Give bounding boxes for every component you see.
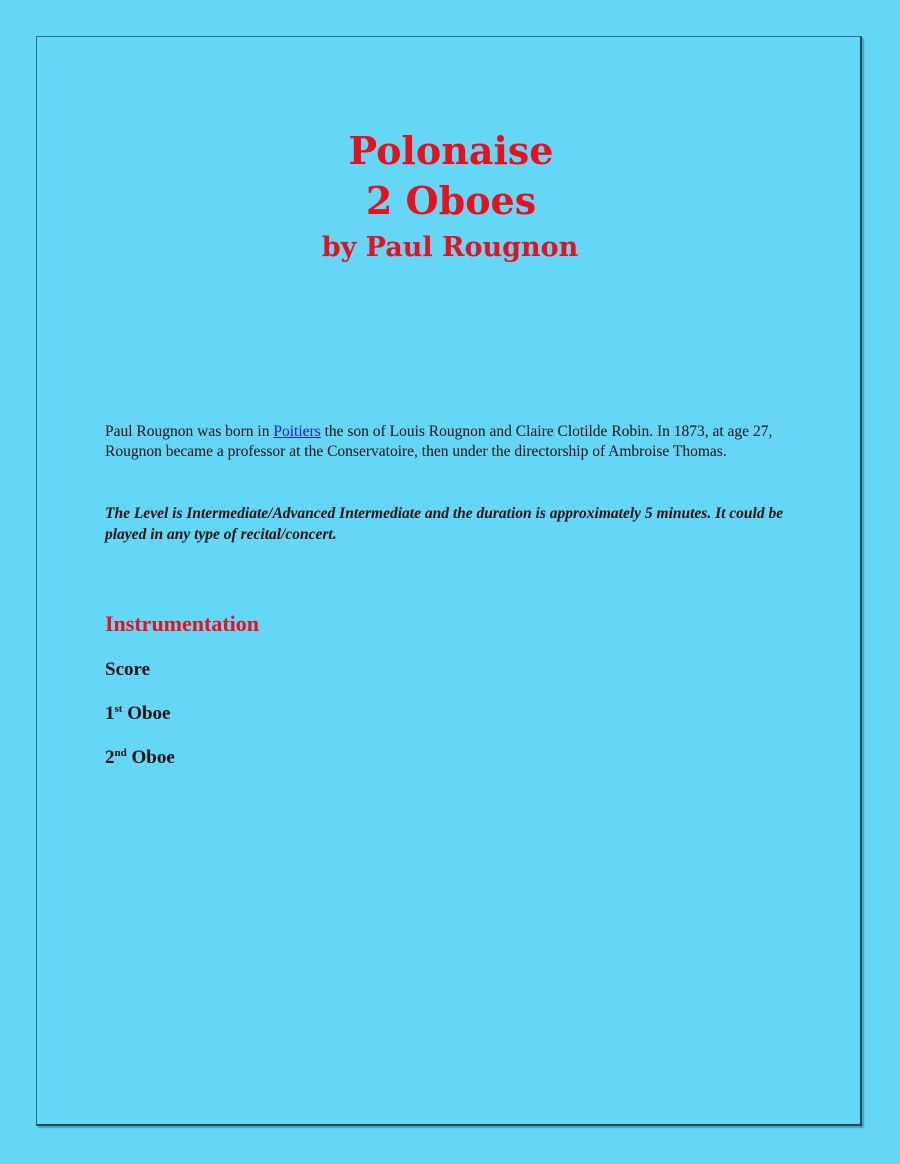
part-second-oboe [105,747,175,769]
part-name: Score [105,659,151,680]
part-score [105,659,150,681]
part-name: Oboe [122,703,171,724]
part-number: 1 [105,703,115,724]
part-ordinal-suffix: st [114,703,123,715]
level-description: The Level is Intermediate/Advanced Intermediate and the duration is approximately 5 minutes. It could be played in any type of recital/concert. [105,505,784,543]
part-number: 2 [105,747,115,768]
part-first-oboe [105,703,170,725]
instrument-subtitle: 2 Oboes [365,178,537,223]
instrumentation-heading: Instrumentation [105,611,260,636]
part-name: Oboe [126,747,175,768]
bio-text-end: the son of Louis Rougnon and Claire Clotilde Robin. In 1873, at age 27, Rougnon became a professor at the Conservatoire, then under the directorship of Ambroise Thomas. [105,423,773,460]
bio-text-start: Paul Rougnon was born in [105,423,274,440]
composer-line: by Paul Rougnon [321,232,579,263]
biography-paragraph [105,422,805,462]
title-block [0,126,900,270]
piece-title: Polonaise [348,128,554,173]
part-ordinal-suffix: nd [114,747,127,759]
poitiers-link[interactable]: Poitiers [273,423,321,440]
